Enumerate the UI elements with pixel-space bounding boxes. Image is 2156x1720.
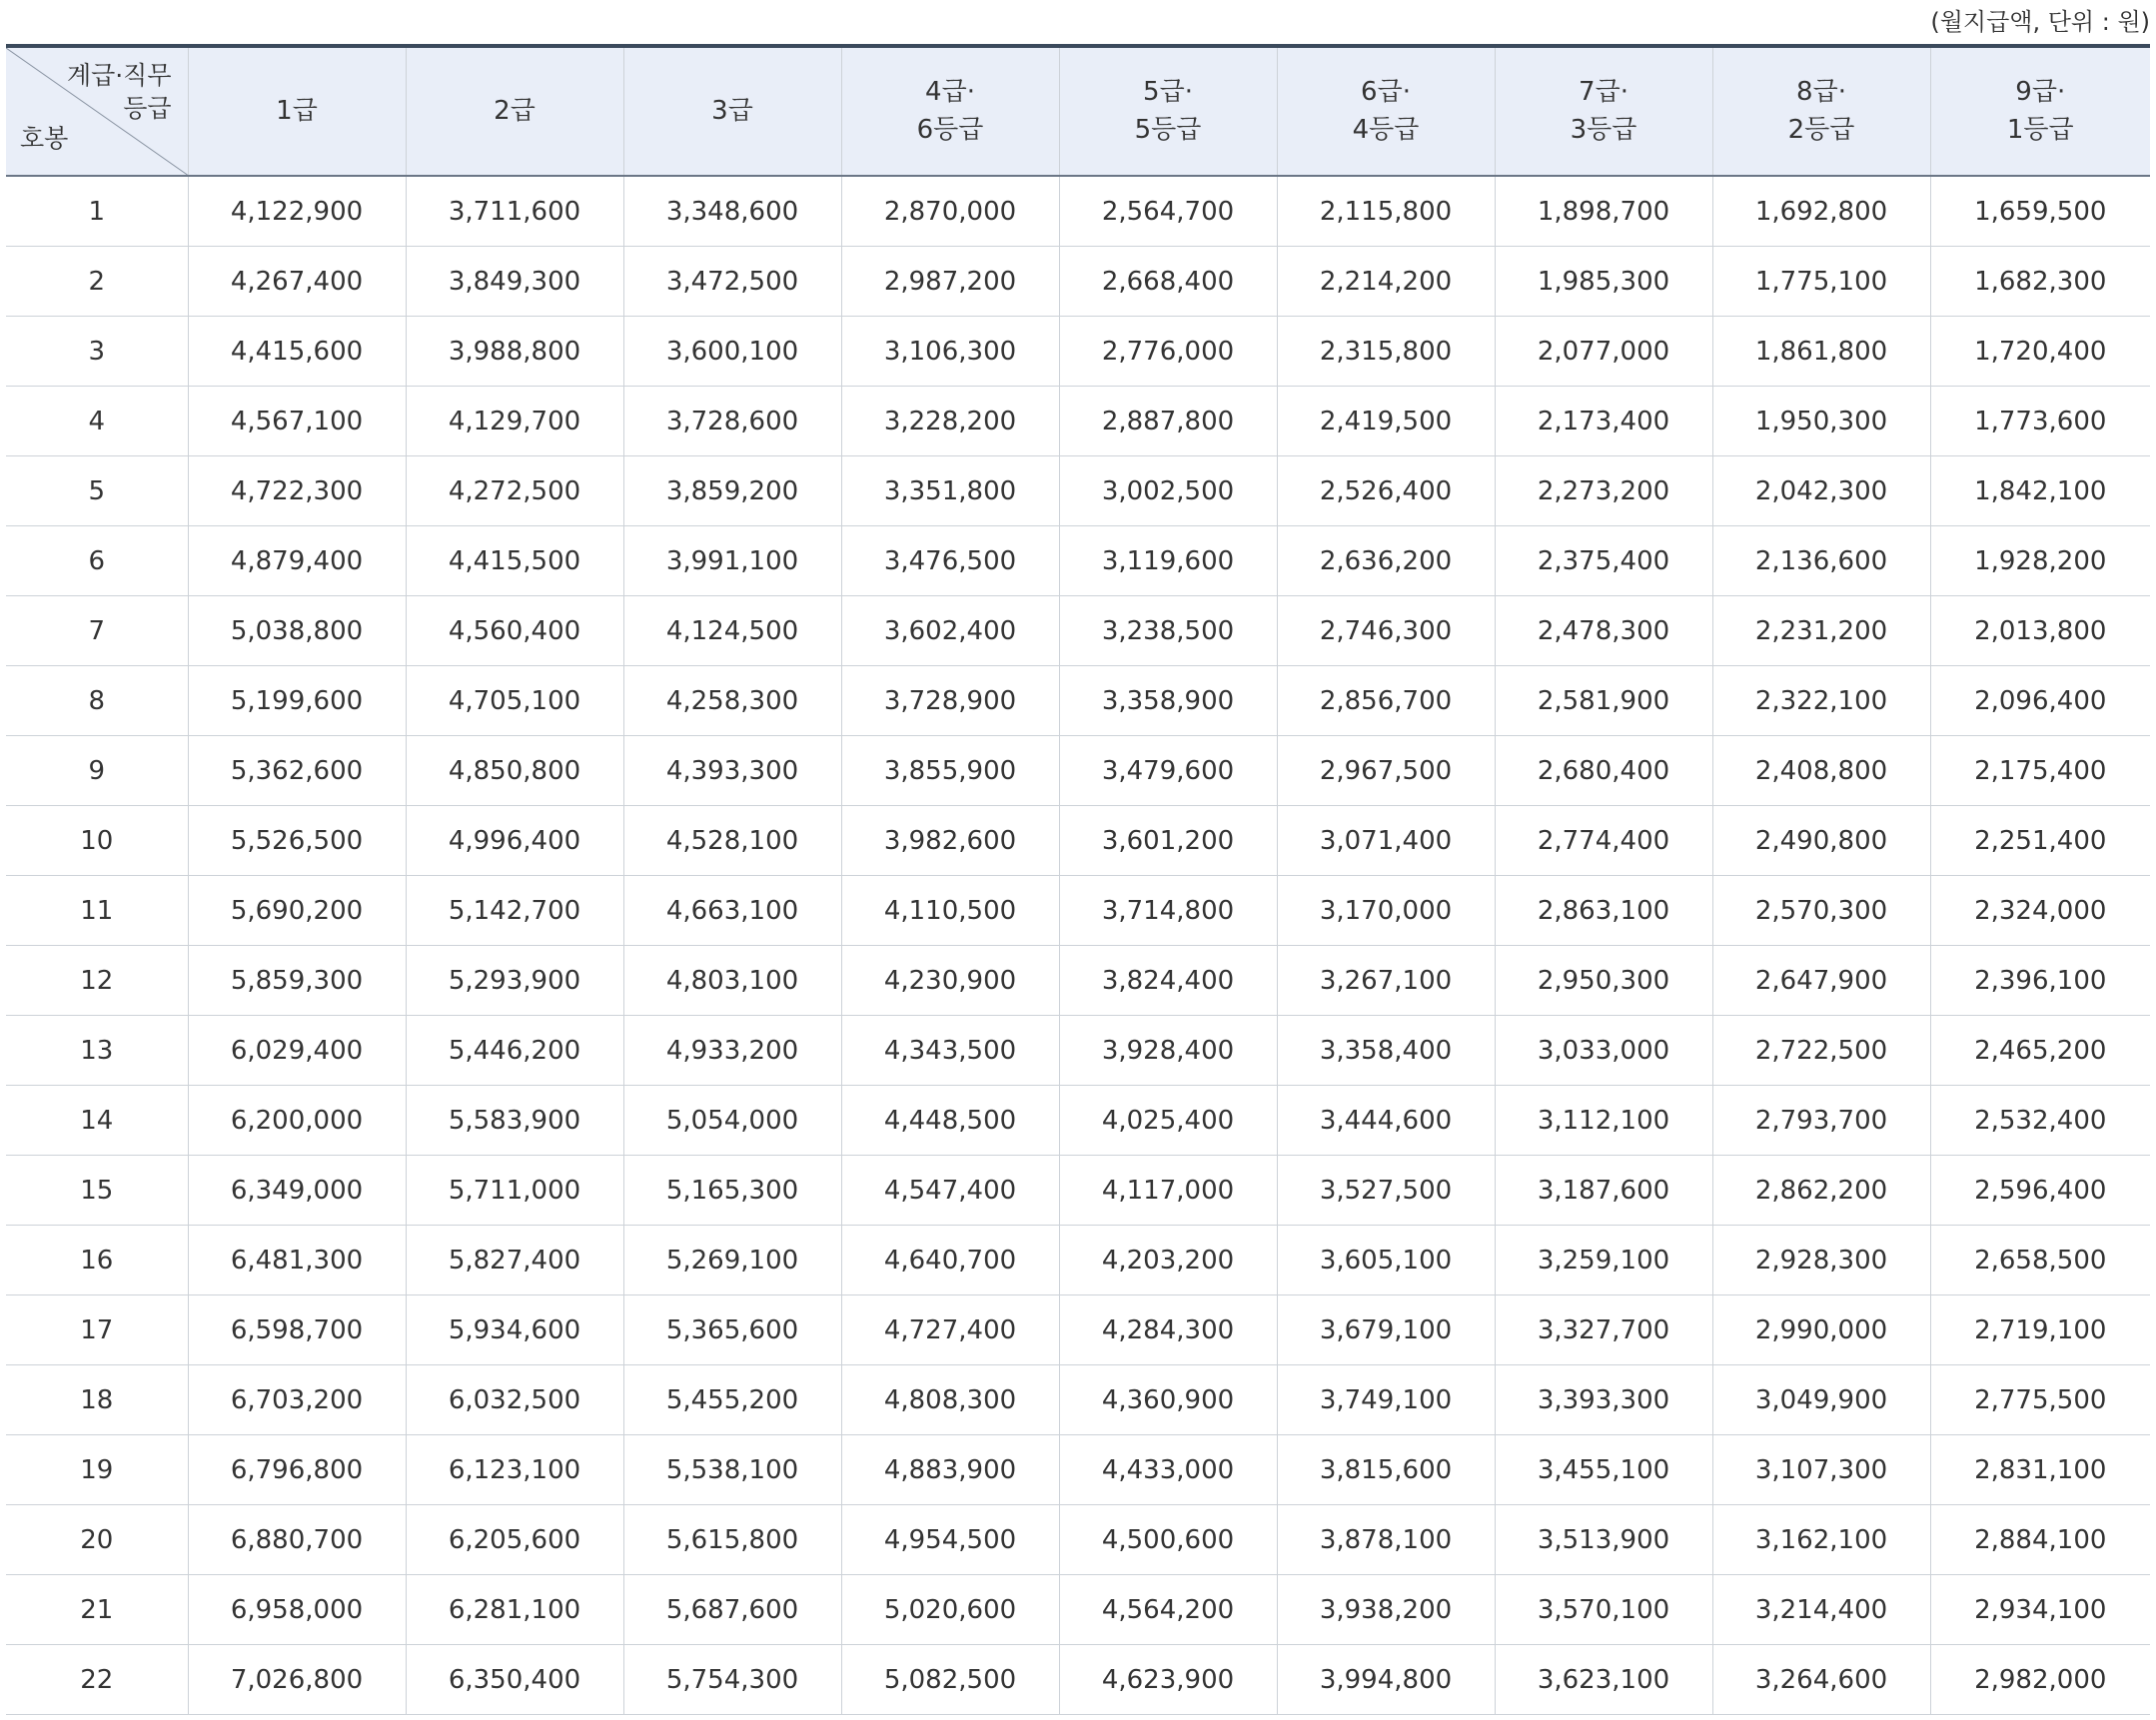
column-header-8 bbox=[1712, 46, 1930, 176]
salary-cell: 3,815,600 bbox=[1277, 1435, 1495, 1505]
salary-cell: 2,719,100 bbox=[1930, 1295, 2150, 1365]
header-row bbox=[6, 46, 2150, 176]
salary-cell: 2,746,300 bbox=[1277, 596, 1495, 666]
column-header-line2: 5등급 bbox=[1134, 114, 1202, 145]
salary-cell: 2,776,000 bbox=[1059, 317, 1277, 387]
salary-cell: 3,351,800 bbox=[841, 456, 1059, 526]
column-header-line1: 6급· bbox=[1361, 76, 1411, 107]
salary-cell: 4,560,400 bbox=[406, 596, 623, 666]
salary-cell: 3,214,400 bbox=[1712, 1575, 1930, 1645]
salary-cell: 1,775,100 bbox=[1712, 247, 1930, 317]
salary-cell: 2,887,800 bbox=[1059, 387, 1277, 456]
salary-cell: 2,668,400 bbox=[1059, 247, 1277, 317]
salary-cell: 2,863,100 bbox=[1495, 876, 1712, 946]
salary-cell: 4,879,400 bbox=[188, 526, 406, 596]
salary-cell: 2,636,200 bbox=[1277, 526, 1495, 596]
corner-header-cell bbox=[6, 46, 188, 176]
column-header-line1: 4급· bbox=[925, 76, 975, 107]
salary-cell: 3,170,000 bbox=[1277, 876, 1495, 946]
salary-cell: 1,928,200 bbox=[1930, 526, 2150, 596]
step-cell: 19 bbox=[6, 1435, 188, 1505]
table-row bbox=[6, 456, 2150, 526]
salary-cell: 4,883,900 bbox=[841, 1435, 1059, 1505]
salary-cell: 3,711,600 bbox=[406, 176, 623, 247]
salary-cell: 2,775,500 bbox=[1930, 1365, 2150, 1435]
salary-cell: 2,478,300 bbox=[1495, 596, 1712, 666]
salary-cell: 2,564,700 bbox=[1059, 176, 1277, 247]
salary-cell: 2,774,400 bbox=[1495, 806, 1712, 876]
salary-cell: 3,994,800 bbox=[1277, 1645, 1495, 1715]
table-header bbox=[6, 46, 2150, 176]
salary-cell: 4,722,300 bbox=[188, 456, 406, 526]
salary-cell: 6,598,700 bbox=[188, 1295, 406, 1365]
salary-cell: 6,958,000 bbox=[188, 1575, 406, 1645]
salary-cell: 2,322,100 bbox=[1712, 666, 1930, 736]
salary-cell: 5,269,100 bbox=[623, 1226, 841, 1295]
salary-cell: 4,663,100 bbox=[623, 876, 841, 946]
salary-cell: 4,500,600 bbox=[1059, 1505, 1277, 1575]
salary-cell: 5,054,000 bbox=[623, 1086, 841, 1156]
salary-cell: 3,849,300 bbox=[406, 247, 623, 317]
salary-cell: 1,985,300 bbox=[1495, 247, 1712, 317]
salary-cell: 3,264,600 bbox=[1712, 1645, 1930, 1715]
column-header-line2: 3등급 bbox=[1570, 114, 1637, 145]
step-cell: 22 bbox=[6, 1645, 188, 1715]
step-cell: 1 bbox=[6, 176, 188, 247]
salary-cell: 6,200,000 bbox=[188, 1086, 406, 1156]
column-header-5 bbox=[1059, 46, 1277, 176]
table-row bbox=[6, 736, 2150, 806]
salary-cell: 5,859,300 bbox=[188, 946, 406, 1016]
salary-cell: 2,870,000 bbox=[841, 176, 1059, 247]
salary-cell: 2,987,200 bbox=[841, 247, 1059, 317]
salary-cell: 2,396,100 bbox=[1930, 946, 2150, 1016]
salary-cell: 5,165,300 bbox=[623, 1156, 841, 1226]
column-header-line2: 4등급 bbox=[1352, 114, 1420, 145]
salary-cell: 3,267,100 bbox=[1277, 946, 1495, 1016]
step-cell: 17 bbox=[6, 1295, 188, 1365]
step-cell: 14 bbox=[6, 1086, 188, 1156]
salary-cell: 2,658,500 bbox=[1930, 1226, 2150, 1295]
table-row bbox=[6, 526, 2150, 596]
salary-cell: 4,547,400 bbox=[841, 1156, 1059, 1226]
salary-cell: 4,343,500 bbox=[841, 1016, 1059, 1086]
salary-cell: 4,933,200 bbox=[623, 1016, 841, 1086]
salary-cell: 5,199,600 bbox=[188, 666, 406, 736]
column-header-line2: 6등급 bbox=[916, 114, 984, 145]
salary-cell: 3,938,200 bbox=[1277, 1575, 1495, 1645]
salary-cell: 5,455,200 bbox=[623, 1365, 841, 1435]
salary-cell: 3,479,600 bbox=[1059, 736, 1277, 806]
corner-grade-label-line2: 등급 bbox=[123, 93, 172, 123]
salary-cell: 1,898,700 bbox=[1495, 176, 1712, 247]
table-row bbox=[6, 1016, 2150, 1086]
step-cell: 4 bbox=[6, 387, 188, 456]
salary-cell: 3,358,900 bbox=[1059, 666, 1277, 736]
step-cell: 8 bbox=[6, 666, 188, 736]
salary-cell: 3,855,900 bbox=[841, 736, 1059, 806]
salary-cell: 3,119,600 bbox=[1059, 526, 1277, 596]
salary-cell: 4,564,200 bbox=[1059, 1575, 1277, 1645]
salary-cell: 2,077,000 bbox=[1495, 317, 1712, 387]
salary-cell: 4,567,100 bbox=[188, 387, 406, 456]
salary-cell: 5,082,500 bbox=[841, 1645, 1059, 1715]
salary-cell: 3,749,100 bbox=[1277, 1365, 1495, 1435]
table-row bbox=[6, 876, 2150, 946]
table-row bbox=[6, 247, 2150, 317]
table-row bbox=[6, 596, 2150, 666]
salary-cell: 2,175,400 bbox=[1930, 736, 2150, 806]
salary-cell: 3,728,900 bbox=[841, 666, 1059, 736]
salary-cell: 3,859,200 bbox=[623, 456, 841, 526]
salary-cell: 2,136,600 bbox=[1712, 526, 1930, 596]
salary-cell: 5,754,300 bbox=[623, 1645, 841, 1715]
salary-cell: 2,950,300 bbox=[1495, 946, 1712, 1016]
salary-cell: 4,623,900 bbox=[1059, 1645, 1277, 1715]
salary-cell: 6,703,200 bbox=[188, 1365, 406, 1435]
salary-cell: 2,793,700 bbox=[1712, 1086, 1930, 1156]
salary-cell: 3,455,100 bbox=[1495, 1435, 1712, 1505]
salary-cell: 5,538,100 bbox=[623, 1435, 841, 1505]
column-header-line1: 7급· bbox=[1579, 76, 1628, 107]
table-row bbox=[6, 1226, 2150, 1295]
column-header-line1: 5급· bbox=[1143, 76, 1193, 107]
salary-cell: 2,419,500 bbox=[1277, 387, 1495, 456]
step-cell: 7 bbox=[6, 596, 188, 666]
salary-cell: 3,472,500 bbox=[623, 247, 841, 317]
salary-cell: 2,214,200 bbox=[1277, 247, 1495, 317]
salary-cell: 6,350,400 bbox=[406, 1645, 623, 1715]
salary-cell: 3,259,100 bbox=[1495, 1226, 1712, 1295]
salary-cell: 5,615,800 bbox=[623, 1505, 841, 1575]
salary-cell: 4,110,500 bbox=[841, 876, 1059, 946]
salary-cell: 5,711,000 bbox=[406, 1156, 623, 1226]
salary-cell: 3,527,500 bbox=[1277, 1156, 1495, 1226]
salary-cell: 5,038,800 bbox=[188, 596, 406, 666]
column-header-4 bbox=[841, 46, 1059, 176]
salary-cell: 5,142,700 bbox=[406, 876, 623, 946]
salary-cell: 3,982,600 bbox=[841, 806, 1059, 876]
column-header-line2: 2등급 bbox=[1787, 114, 1855, 145]
salary-cell: 3,393,300 bbox=[1495, 1365, 1712, 1435]
salary-cell: 3,570,100 bbox=[1495, 1575, 1712, 1645]
salary-cell: 2,115,800 bbox=[1277, 176, 1495, 247]
salary-cell: 4,267,400 bbox=[188, 247, 406, 317]
column-header-line2: 1등급 bbox=[2006, 114, 2074, 145]
salary-cell: 3,991,100 bbox=[623, 526, 841, 596]
salary-cell: 6,029,400 bbox=[188, 1016, 406, 1086]
salary-cell: 1,659,500 bbox=[1930, 176, 2150, 247]
salary-cell: 3,228,200 bbox=[841, 387, 1059, 456]
salary-cell: 4,808,300 bbox=[841, 1365, 1059, 1435]
salary-cell: 5,362,600 bbox=[188, 736, 406, 806]
salary-cell: 4,954,500 bbox=[841, 1505, 1059, 1575]
salary-cell: 4,996,400 bbox=[406, 806, 623, 876]
table-row bbox=[6, 1435, 2150, 1505]
salary-cell: 2,831,100 bbox=[1930, 1435, 2150, 1505]
table-row bbox=[6, 1575, 2150, 1645]
salary-cell: 4,415,600 bbox=[188, 317, 406, 387]
salary-cell: 3,112,100 bbox=[1495, 1086, 1712, 1156]
salary-cell: 3,878,100 bbox=[1277, 1505, 1495, 1575]
salary-cell: 2,490,800 bbox=[1712, 806, 1930, 876]
salary-cell: 2,862,200 bbox=[1712, 1156, 1930, 1226]
salary-cell: 6,481,300 bbox=[188, 1226, 406, 1295]
table-row bbox=[6, 1505, 2150, 1575]
salary-cell: 4,360,900 bbox=[1059, 1365, 1277, 1435]
salary-cell: 3,623,100 bbox=[1495, 1645, 1712, 1715]
salary-cell: 7,026,800 bbox=[188, 1645, 406, 1715]
salary-cell: 2,884,100 bbox=[1930, 1505, 2150, 1575]
salary-cell: 5,687,600 bbox=[623, 1575, 841, 1645]
salary-cell: 4,025,400 bbox=[1059, 1086, 1277, 1156]
salary-cell: 3,327,700 bbox=[1495, 1295, 1712, 1365]
salary-cell: 2,680,400 bbox=[1495, 736, 1712, 806]
step-cell: 20 bbox=[6, 1505, 188, 1575]
column-header-2 bbox=[406, 46, 623, 176]
salary-cell: 4,705,100 bbox=[406, 666, 623, 736]
salary-cell: 1,720,400 bbox=[1930, 317, 2150, 387]
salary-cell: 2,231,200 bbox=[1712, 596, 1930, 666]
salary-cell: 4,803,100 bbox=[623, 946, 841, 1016]
salary-cell: 3,071,400 bbox=[1277, 806, 1495, 876]
salary-cell: 5,526,500 bbox=[188, 806, 406, 876]
salary-table bbox=[6, 44, 2150, 1715]
column-header-1 bbox=[188, 46, 406, 176]
step-cell: 15 bbox=[6, 1156, 188, 1226]
table-row bbox=[6, 1295, 2150, 1365]
table-row bbox=[6, 1365, 2150, 1435]
salary-cell: 5,020,600 bbox=[841, 1575, 1059, 1645]
salary-cell: 2,722,500 bbox=[1712, 1016, 1930, 1086]
salary-cell: 2,096,400 bbox=[1930, 666, 2150, 736]
salary-cell: 5,293,900 bbox=[406, 946, 623, 1016]
salary-cell: 4,122,900 bbox=[188, 176, 406, 247]
salary-cell: 2,013,800 bbox=[1930, 596, 2150, 666]
step-cell: 16 bbox=[6, 1226, 188, 1295]
salary-cell: 3,187,600 bbox=[1495, 1156, 1712, 1226]
salary-cell: 3,049,900 bbox=[1712, 1365, 1930, 1435]
salary-cell: 2,990,000 bbox=[1712, 1295, 1930, 1365]
salary-cell: 5,365,600 bbox=[623, 1295, 841, 1365]
salary-cell: 2,928,300 bbox=[1712, 1226, 1930, 1295]
salary-cell: 3,238,500 bbox=[1059, 596, 1277, 666]
salary-cell: 3,988,800 bbox=[406, 317, 623, 387]
column-header-3 bbox=[623, 46, 841, 176]
salary-cell: 2,324,000 bbox=[1930, 876, 2150, 946]
salary-cell: 3,002,500 bbox=[1059, 456, 1277, 526]
salary-cell: 3,033,000 bbox=[1495, 1016, 1712, 1086]
salary-cell: 5,583,900 bbox=[406, 1086, 623, 1156]
salary-cell: 2,570,300 bbox=[1712, 876, 1930, 946]
column-header-line1: 2급 bbox=[494, 95, 536, 126]
salary-cell: 3,476,500 bbox=[841, 526, 1059, 596]
salary-cell: 4,258,300 bbox=[623, 666, 841, 736]
table-row bbox=[6, 666, 2150, 736]
salary-cell: 1,692,800 bbox=[1712, 176, 1930, 247]
salary-cell: 3,358,400 bbox=[1277, 1016, 1495, 1086]
salary-cell: 3,714,800 bbox=[1059, 876, 1277, 946]
salary-cell: 4,850,800 bbox=[406, 736, 623, 806]
salary-cell: 1,682,300 bbox=[1930, 247, 2150, 317]
salary-cell: 4,284,300 bbox=[1059, 1295, 1277, 1365]
salary-cell: 3,444,600 bbox=[1277, 1086, 1495, 1156]
salary-cell: 4,124,500 bbox=[623, 596, 841, 666]
salary-cell: 3,601,200 bbox=[1059, 806, 1277, 876]
salary-cell: 2,647,900 bbox=[1712, 946, 1930, 1016]
salary-cell: 2,273,200 bbox=[1495, 456, 1712, 526]
salary-cell: 4,415,500 bbox=[406, 526, 623, 596]
salary-cell: 2,173,400 bbox=[1495, 387, 1712, 456]
salary-cell: 5,827,400 bbox=[406, 1226, 623, 1295]
column-header-line1: 8급· bbox=[1796, 76, 1846, 107]
table-row bbox=[6, 946, 2150, 1016]
step-cell: 12 bbox=[6, 946, 188, 1016]
salary-cell: 1,861,800 bbox=[1712, 317, 1930, 387]
salary-cell: 2,581,900 bbox=[1495, 666, 1712, 736]
salary-cell: 2,251,400 bbox=[1930, 806, 2150, 876]
salary-cell: 4,448,500 bbox=[841, 1086, 1059, 1156]
table-body bbox=[6, 176, 2150, 1715]
salary-cell: 2,375,400 bbox=[1495, 526, 1712, 596]
salary-cell: 3,348,600 bbox=[623, 176, 841, 247]
salary-cell: 5,934,600 bbox=[406, 1295, 623, 1365]
salary-cell: 2,042,300 bbox=[1712, 456, 1930, 526]
salary-cell: 3,162,100 bbox=[1712, 1505, 1930, 1575]
salary-cell: 4,230,900 bbox=[841, 946, 1059, 1016]
salary-cell: 4,203,200 bbox=[1059, 1226, 1277, 1295]
salary-cell: 2,934,100 bbox=[1930, 1575, 2150, 1645]
column-header-7 bbox=[1495, 46, 1712, 176]
salary-cell: 3,605,100 bbox=[1277, 1226, 1495, 1295]
step-cell: 10 bbox=[6, 806, 188, 876]
column-header-6 bbox=[1277, 46, 1495, 176]
table-row bbox=[6, 1645, 2150, 1715]
column-header-line1: 9급· bbox=[2015, 76, 2066, 107]
salary-cell: 2,856,700 bbox=[1277, 666, 1495, 736]
salary-cell: 2,408,800 bbox=[1712, 736, 1930, 806]
step-cell: 5 bbox=[6, 456, 188, 526]
step-cell: 21 bbox=[6, 1575, 188, 1645]
salary-cell: 2,532,400 bbox=[1930, 1086, 2150, 1156]
salary-cell: 5,690,200 bbox=[188, 876, 406, 946]
salary-cell: 6,349,000 bbox=[188, 1156, 406, 1226]
salary-cell: 3,728,600 bbox=[623, 387, 841, 456]
salary-cell: 4,272,500 bbox=[406, 456, 623, 526]
step-cell: 18 bbox=[6, 1365, 188, 1435]
salary-cell: 4,393,300 bbox=[623, 736, 841, 806]
table-row bbox=[6, 317, 2150, 387]
salary-cell: 6,281,100 bbox=[406, 1575, 623, 1645]
salary-cell: 6,032,500 bbox=[406, 1365, 623, 1435]
salary-cell: 3,107,300 bbox=[1712, 1435, 1930, 1505]
table-row bbox=[6, 1086, 2150, 1156]
column-header-9 bbox=[1930, 46, 2150, 176]
corner-step-label: 호봉 bbox=[20, 123, 69, 153]
table-row bbox=[6, 806, 2150, 876]
salary-cell: 6,796,800 bbox=[188, 1435, 406, 1505]
step-cell: 3 bbox=[6, 317, 188, 387]
salary-cell: 4,528,100 bbox=[623, 806, 841, 876]
salary-cell: 2,465,200 bbox=[1930, 1016, 2150, 1086]
salary-cell: 3,106,300 bbox=[841, 317, 1059, 387]
salary-cell: 3,679,100 bbox=[1277, 1295, 1495, 1365]
corner-grade-label bbox=[67, 60, 172, 125]
step-cell: 9 bbox=[6, 736, 188, 806]
salary-cell: 2,596,400 bbox=[1930, 1156, 2150, 1226]
salary-cell: 6,205,600 bbox=[406, 1505, 623, 1575]
salary-cell: 4,129,700 bbox=[406, 387, 623, 456]
salary-cell: 6,880,700 bbox=[188, 1505, 406, 1575]
table-row bbox=[6, 1156, 2150, 1226]
column-header-line1: 3급 bbox=[711, 95, 753, 126]
salary-cell: 3,600,100 bbox=[623, 317, 841, 387]
table-row bbox=[6, 176, 2150, 247]
salary-cell: 1,842,100 bbox=[1930, 456, 2150, 526]
step-cell: 6 bbox=[6, 526, 188, 596]
salary-cell: 1,773,600 bbox=[1930, 387, 2150, 456]
salary-cell: 3,602,400 bbox=[841, 596, 1059, 666]
step-cell: 11 bbox=[6, 876, 188, 946]
salary-cell: 3,513,900 bbox=[1495, 1505, 1712, 1575]
salary-cell: 2,967,500 bbox=[1277, 736, 1495, 806]
salary-cell: 5,446,200 bbox=[406, 1016, 623, 1086]
salary-cell: 2,526,400 bbox=[1277, 456, 1495, 526]
salary-cell: 4,640,700 bbox=[841, 1226, 1059, 1295]
unit-note: (월지급액, 단위 : 원) bbox=[1930, 8, 2150, 36]
salary-cell: 3,928,400 bbox=[1059, 1016, 1277, 1086]
salary-cell: 2,315,800 bbox=[1277, 317, 1495, 387]
salary-cell: 1,950,300 bbox=[1712, 387, 1930, 456]
salary-cell: 4,117,000 bbox=[1059, 1156, 1277, 1226]
step-cell: 2 bbox=[6, 247, 188, 317]
step-cell: 13 bbox=[6, 1016, 188, 1086]
salary-cell: 4,727,400 bbox=[841, 1295, 1059, 1365]
corner-grade-label-line1: 계급·직무 bbox=[66, 61, 172, 90]
table-row bbox=[6, 387, 2150, 456]
salary-cell: 6,123,100 bbox=[406, 1435, 623, 1505]
salary-cell: 2,982,000 bbox=[1930, 1645, 2150, 1715]
column-header-line1: 1급 bbox=[276, 95, 318, 126]
salary-cell: 4,433,000 bbox=[1059, 1435, 1277, 1505]
salary-cell: 3,824,400 bbox=[1059, 946, 1277, 1016]
